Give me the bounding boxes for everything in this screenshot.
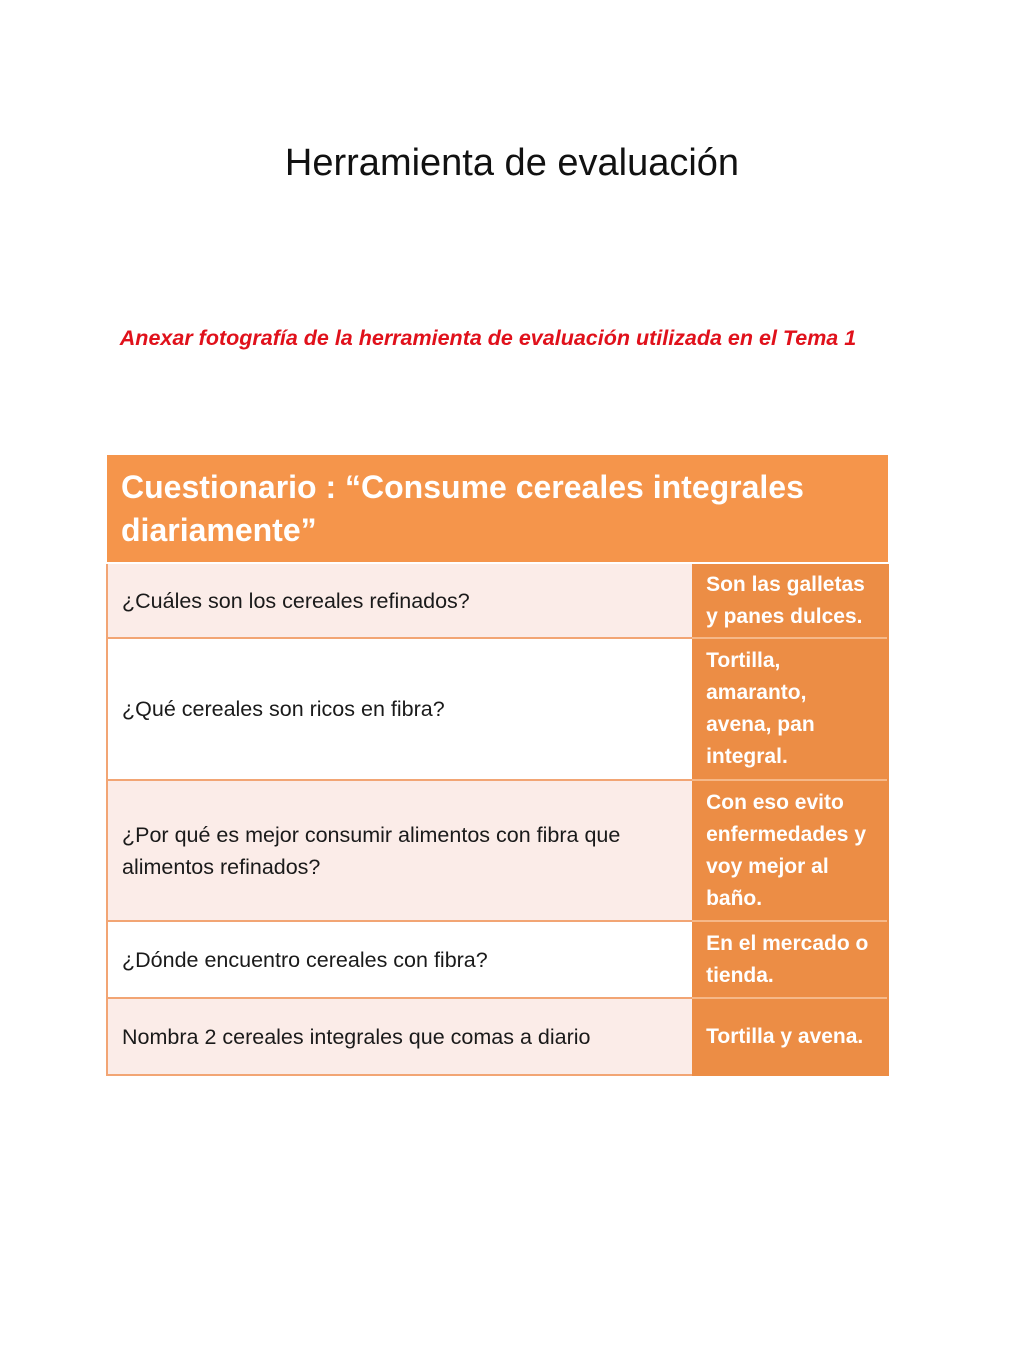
instruction-text: Anexar fotografía de la herramienta de evaluación utilizada en el Tema 1: [119, 326, 857, 350]
table-header: Cuestionario : “Consume cereales integrales diariamente”: [107, 455, 888, 563]
table-header-row: [107, 455, 888, 563]
answer-cell: En el mercado o tienda.: [692, 921, 888, 998]
page-title: Herramienta de evaluación: [284, 142, 740, 184]
question-cell: ¿Qué cereales son ricos en fibra?: [107, 638, 692, 780]
question-cell: ¿Por qué es mejor consumir alimentos con fibra que alimentos refinados?: [107, 780, 692, 921]
table-row: [107, 780, 888, 921]
table-row: [107, 921, 888, 998]
table-row: [107, 998, 888, 1075]
question-cell: ¿Dónde encuentro cereales con fibra?: [107, 921, 692, 998]
question-cell: ¿Cuáles son los cereales refinados?: [107, 563, 692, 638]
answer-cell: Tortilla y avena.: [692, 998, 888, 1075]
answer-cell: Con eso evito enfermedades y voy mejor al baño.: [692, 780, 888, 921]
table-row: [107, 563, 888, 638]
answer-cell: Tortilla, amaranto, avena, pan integral.: [692, 638, 888, 780]
quiz-table: [106, 455, 889, 1076]
answer-cell: Son las galletas y panes dulces.: [692, 563, 888, 638]
question-cell: Nombra 2 cereales integrales que comas a diario: [107, 998, 692, 1075]
table-row: [107, 638, 888, 780]
